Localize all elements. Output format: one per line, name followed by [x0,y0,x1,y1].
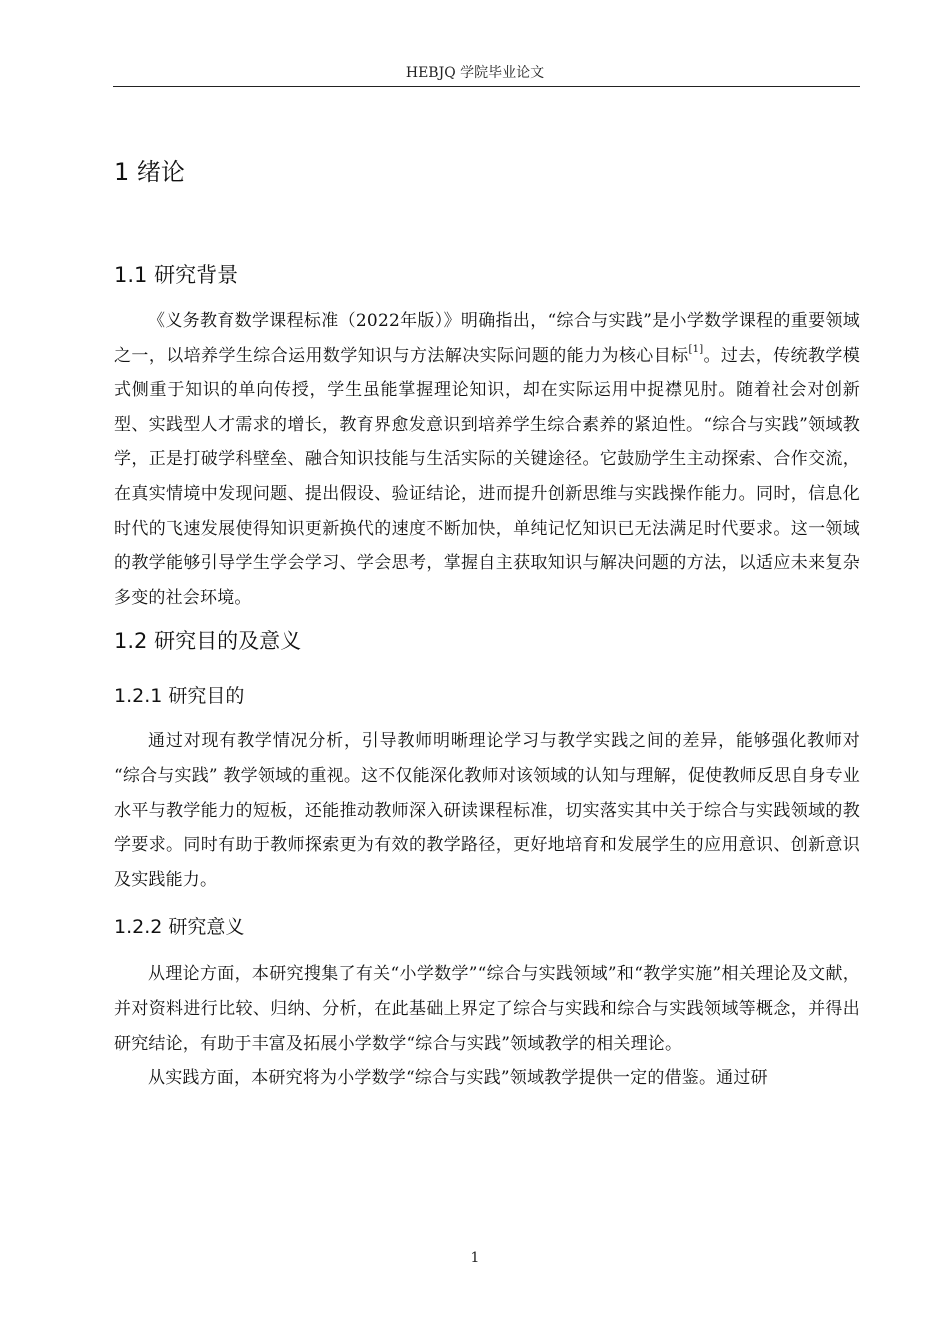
spacer [114,192,860,258]
spacer [114,658,860,680]
chapter-title: 1 绪论 [114,158,185,186]
header-divider [113,86,860,87]
spacer [114,943,860,957]
purpose-paragraph: 通过对现有教学情况分析，引导教师明晰理论学习与教学实践之间的差异，能够强化教师对 “综合与实践” 教学领域的重视。这不仅能深化教师对该领域的认知与理解，促使教师反思自身专业水平与教学能力的短板，还能推动教师深入研读课程标准，切实落实其中关于综合与实践领域的教学要求。同时有助于教师探索更为有效的教学路径，更好地培育和发展学生的应用意识、创新意识及实践能力。 [114,731,860,890]
spacer [114,712,860,724]
page-number: 1 [470,1250,480,1266]
running-header: HEBJQ 学院毕业论文 [405,65,545,81]
background-text-part2: 。过去，传统教学模式侧重于知识的单向传授，学生虽能掌握理论知识，却在实际运用中捉襟见肘。随着社会对创新型、实践型人才需求的增长，教育界愈发意识到培养学生综合素养的紧迫性。“综合与实践”领域教学，正是打破学科壁垒、融合知识技能与生活实际的关键途径。它鼓励学生主动探索、合作交流，在真实情境中发现问题、提出假设、验证结论，进而提升创新思维与实践操作能力。同时，信息化时代的飞速发展使得知识更新换代的速度不断加快，单纯记忆知识已无法满足时代要求。这一领域的教学能够引导学生学会学习、学会思考，掌握自主获取知识与解决问题的方法，以适应未来复杂多变的社会环境。 [114,345,860,608]
background-paragraph [114,304,860,615]
section-heading-1-2: 1.2 研究目的及意义 [114,629,302,654]
page-body [114,152,860,1096]
spacer [114,615,860,624]
section-heading-1-1: 1.1 研究背景 [114,263,239,287]
significance-practice-paragraph: 从实践方面，本研究将为小学数学“综合与实践”领域教学提供一定的借鉴。通过研 [148,1068,768,1089]
spacer [114,292,860,304]
background-text-part1: 《义务教育数学课程标准（2022年版）》明确指出，“综合与实践”是小学数学课程的重要领域之一，以培养学生综合运用数学知识与方法解决实际问题的能力为核心目标 [114,311,860,366]
subsection-heading-1-2-1: 1.2.1 研究目的 [114,685,245,708]
subsection-heading-1-2-2: 1.2.2 研究意义 [114,916,245,939]
citation-ref: [1] [688,343,704,355]
spacer [114,897,860,911]
significance-theory-paragraph: 从理论方面，本研究搜集了有关“小学数学”“综合与实践领域”和“教学实施”相关理论及文献，并对资料进行比较、归纳、分析，在此基础上界定了综合与实践和综合与实践领域等概念，并得出研究结论，有助于丰富及拓展小学数学“综合与实践”领域教学的相关理论。 [114,964,860,1054]
